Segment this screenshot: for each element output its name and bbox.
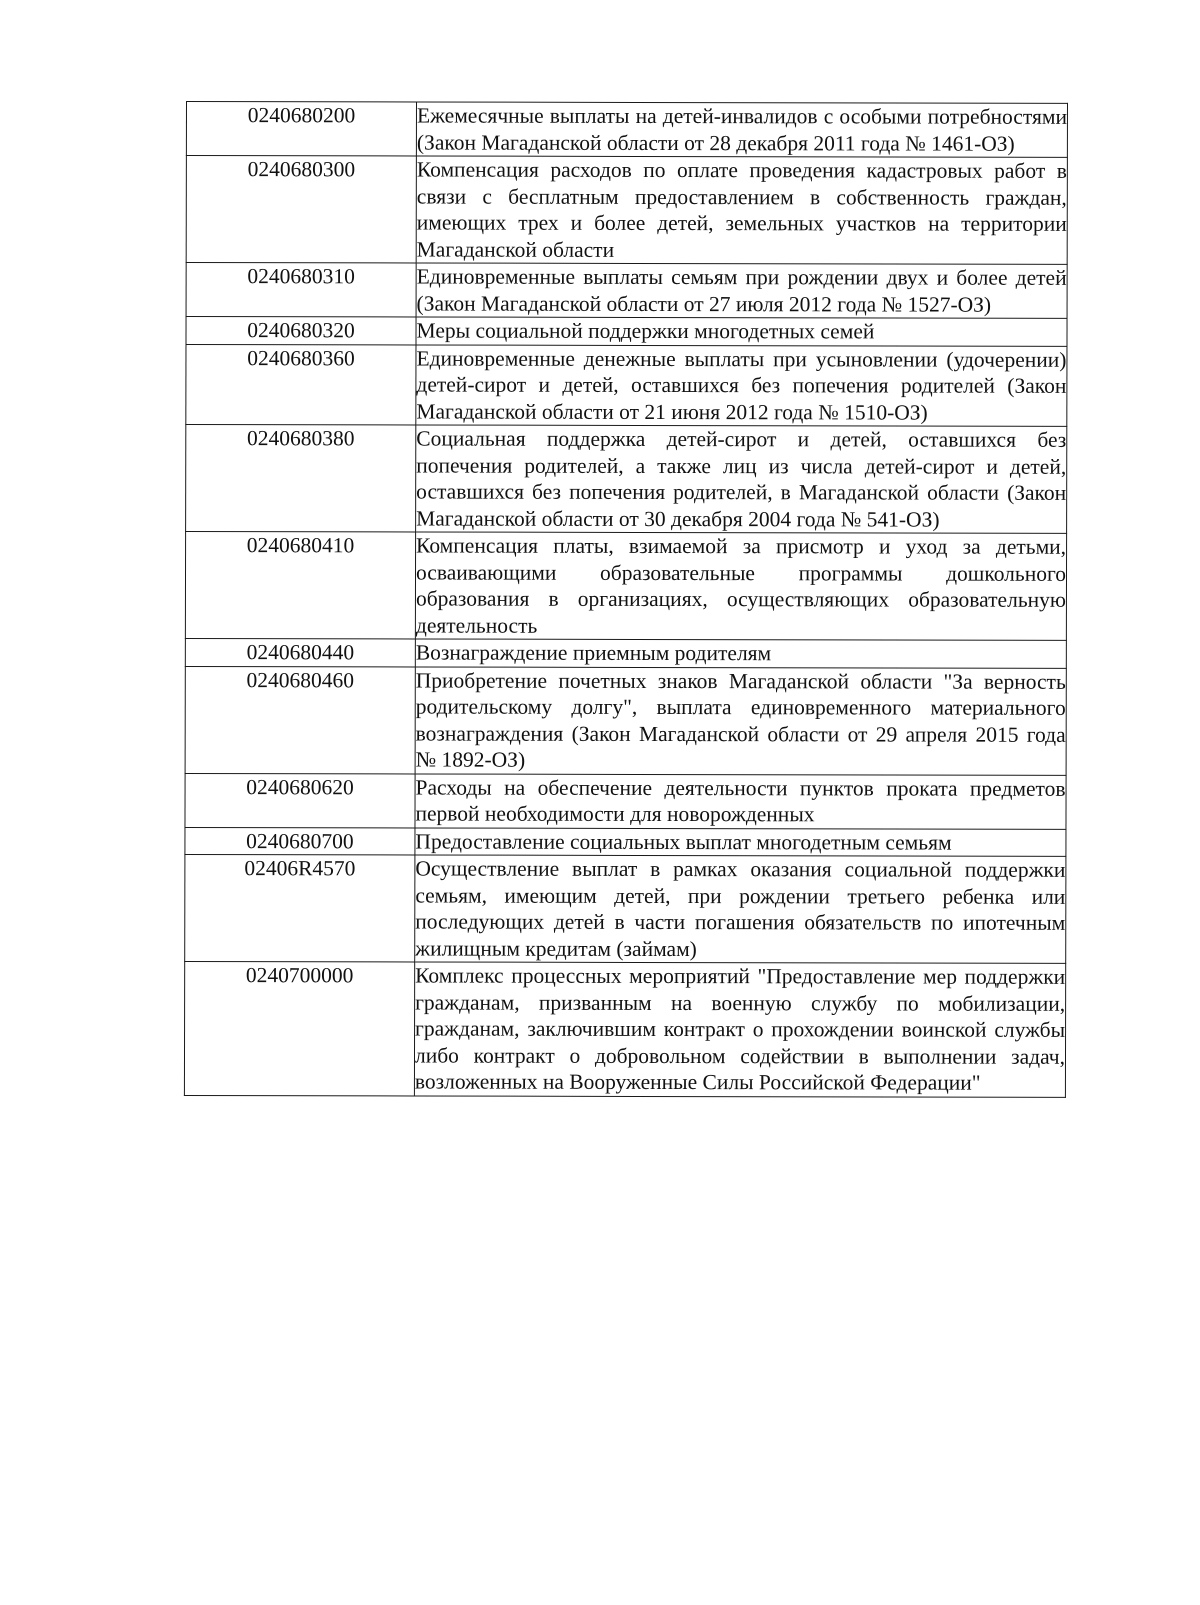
code-cell: 0240680300	[186, 156, 416, 263]
description-cell: Ежемесячные выплаты на детей-инвалидов с особыми потребностями (Закон Магаданской области от 28 декабря 2011 года № 1461-ОЗ)	[416, 102, 1067, 157]
code-cell: 0240680310	[186, 263, 416, 317]
budget-codes-table	[184, 101, 1068, 1097]
table-row	[186, 425, 1067, 534]
table-row	[185, 854, 1066, 963]
code-cell: 0240680410	[185, 532, 415, 639]
description-cell: Единовременные денежные выплаты при усыновлении (удочерении) детей-сирот и детей, оставшихся без попечения родителей (Закон Магаданской области от 21 июня 2012 года № 1510-ОЗ)	[416, 344, 1067, 426]
description-cell: Единовременные выплаты семьям при рождении двух и более детей (Закон Магаданской области от 27 июля 2012 года № 1527-ОЗ)	[416, 263, 1067, 318]
code-cell: 0240680200	[186, 102, 416, 156]
table-row	[185, 638, 1066, 667]
code-cell: 0240700000	[184, 961, 414, 1095]
code-cell: 0240680380	[186, 425, 416, 532]
description-cell: Осуществление выплат в рамках оказания социальной поддержки семьям, имеющим детей, при рождении третьего ребенка или последующих детей в части погашения обязательств по ипотечным жилищным кредитам (займам)	[415, 855, 1066, 963]
code-cell: 02406R4570	[185, 854, 415, 961]
description-cell: Комплекс процессных мероприятий "Предоставление мер поддержки гражданам, призванным на военную службу по мобилизации, гражданам, заключившим контракт о прохождении воинской службы либо контракт о добровольном содействии в выполнении задач, возложенных на Вооруженные Силы Российской Федерации"	[414, 962, 1065, 1097]
table-row	[185, 532, 1066, 641]
table-row	[186, 317, 1067, 346]
code-cell: 0240680360	[186, 344, 416, 425]
description-cell: Вознаграждение приемным родителям	[415, 639, 1066, 668]
description-cell: Социальная поддержка детей-сирот и детей, оставшихся без попечения родителей, а также лиц из числа детей-сирот и детей, оставшихся без попечения родителей, в Магаданской области (Закон Магаданской области от 30 декабря 2004 года № 541-ОЗ)	[416, 425, 1067, 533]
table-row	[184, 961, 1065, 1096]
table-row	[186, 344, 1067, 426]
table-row	[185, 666, 1066, 775]
description-cell: Компенсация платы, взимаемой за присмотр и уход за детьми, осваивающими образовательные программы дошкольного образования в организациях, осуществляющих образовательную деятельность	[415, 532, 1066, 640]
description-cell: Меры социальной поддержки многодетных семей	[416, 317, 1067, 346]
table-row	[186, 263, 1067, 319]
description-cell: Компенсация расходов по оплате проведения кадастровых работ в связи с бесплатным предоставлением в собственность граждан, имеющих трех и более детей, земельных участков на территории Магаданской области	[416, 156, 1067, 264]
table-row	[186, 156, 1067, 265]
description-cell: Предоставление социальных выплат многодетным семьям	[415, 827, 1066, 856]
code-cell: 0240680700	[185, 827, 415, 855]
code-cell: 0240680460	[185, 666, 415, 773]
table-row	[186, 102, 1067, 158]
code-cell: 0240680440	[185, 638, 415, 666]
table-row	[185, 827, 1066, 856]
code-cell: 0240680320	[186, 317, 416, 345]
table-row	[185, 773, 1066, 829]
code-cell: 0240680620	[185, 773, 415, 827]
description-cell: Приобретение почетных знаков Магаданской области "За верность родительскому долгу", выплата единовременного материального вознаграждения (Закон Магаданской области от 29 апреля 2015 года № 1892-ОЗ)	[415, 666, 1066, 774]
description-cell: Расходы на обеспечение деятельности пунктов проката предметов первой необходимости для новорожденных	[415, 773, 1066, 828]
